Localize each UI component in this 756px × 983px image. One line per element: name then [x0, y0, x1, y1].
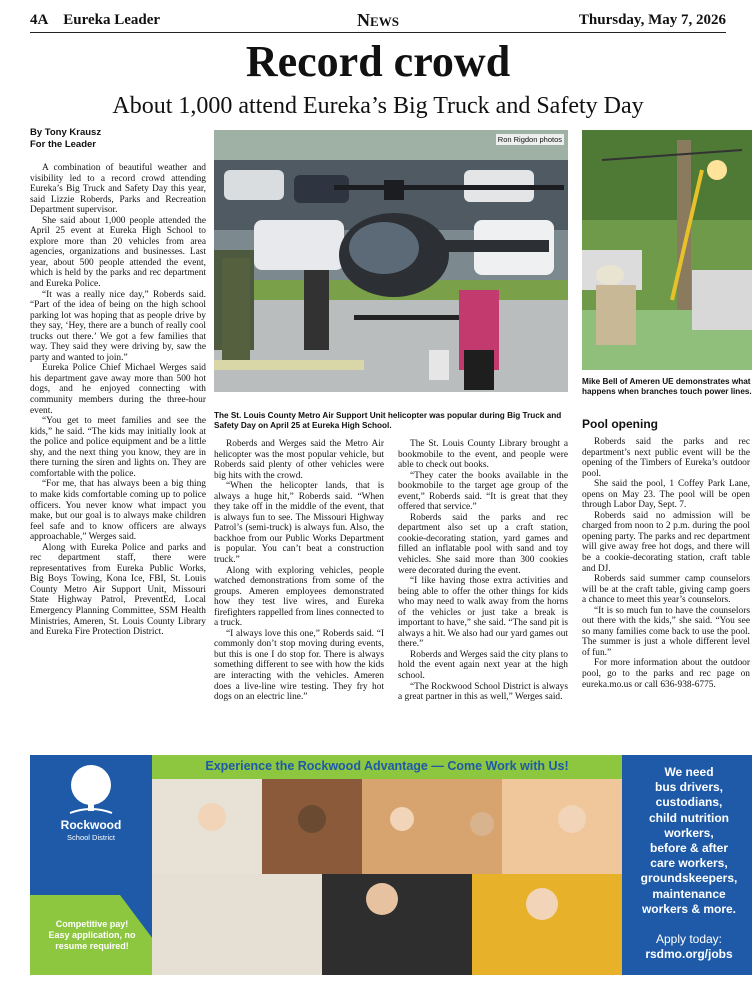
paragraph: “It was a really nice day,” Roberds said. “Part of the idea of being on the high school parking lot was hoping that as people drive by they say, ‘Hey, there are a bunch of really cool trucks out there.’ We got a few families that way. They said they were driving by, saw the party and wanted to join.” [30, 289, 206, 363]
ad-logo-sub: School District [67, 833, 115, 842]
headline: Record crowd [245, 37, 511, 86]
job-line: workers & more. [641, 901, 737, 916]
paragraph: “It is so much fun to have the counselors out there with the kids,” she said. “You see so many families come back to use the pool. The summer is just a whole different level of fun.” [582, 605, 750, 658]
byline-author: By Tony Krausz [30, 127, 102, 138]
paragraph: She said about 1,000 people attended the April 25 event at Eureka High School to explore more than 20 vehicles from area agencies, organizations and businesses. Last year, about 500 people attended the event, which is held by the parks and rec department and Eureka Police. [30, 215, 206, 290]
rockwood-ad[interactable] [30, 755, 752, 975]
ad-green-text: Competitive pay! Easy application, no resume required! [48, 919, 136, 951]
ad-url-link[interactable]: rsdmo.org/jobs [645, 947, 733, 961]
article-column-1 [30, 163, 206, 638]
tree-logo-icon [30, 755, 152, 819]
issue-date: Thursday, May 7, 2026 [578, 12, 726, 28]
page-number: 4A [30, 12, 48, 28]
job-line: bus drivers, [654, 780, 724, 795]
subheadline: About 1,000 attend Eureka’s Big Truck and Safety Day [112, 93, 644, 119]
job-line: before & after [649, 841, 729, 856]
paragraph: For more information about the outdoor pool, go to the parks and rec page on eureka.mo.us or call 636-938-6775. [582, 658, 750, 690]
paragraph: Along with exploring vehicles, people watched demonstrations from some of the groups. Ameren employees demonstrated how they test live wires, and Eureka firefighters rappelled from lines connected to a truck. [214, 565, 384, 629]
paragraph: Roberds said summer camp counselors will be at the craft table, giving camp goers a chance to meet this year’s counselors. [582, 574, 750, 606]
byline-role: For the Leader [30, 139, 96, 150]
job-line: groundskeepers, [640, 871, 738, 886]
page-header [30, 8, 726, 33]
photo-caption-side: Mike Bell of Ameren UE demonstrates what happens when branches touch power lines. [582, 377, 752, 396]
ad-job-list [626, 765, 752, 917]
section-name: News [357, 10, 399, 30]
section-heading-pool: Pool opening [582, 417, 658, 431]
paragraph: “You get to meet families and see the kids,” he said. “The kids may initially look at the police and police equipment and be a little shy, and the next thing you know, they are in there turning the siren and lights on. They are comfortable with the police. [30, 416, 206, 479]
paragraph: “I always love this one,” Roberds said. “I commonly don’t stop moving during events, but this is one I do stop for. There is always something different to see with how the kids are interacting with the vehicles. Ameren does a live-line wire testing. They fry hot dogs on an electric line.” [214, 628, 384, 703]
job-line: We need [664, 765, 714, 779]
job-line: custodians, [655, 795, 723, 810]
job-line: care workers, [650, 856, 728, 871]
paragraph: The St. Louis County Library brought a bookmobile to the event, and people were able to check out books. [398, 439, 568, 471]
paragraph: “When the helicopter lands, that is always a huge hit,” Roberds said. “When they take off in the middle of the event, that is always fun to see. The Missouri Highway Patrol’s (semi-truck) is always fun. Also, the backhoe from our Public Works Department is popular. You can’t beat a construction truck.” [214, 481, 384, 566]
paragraph: “For me, that has always been a big thing to make kids comfortable coming up to police officers. You never know what impact you make, but our goal is to always make children feel safe and to know officers are always approachable,” Werges said. [30, 479, 206, 543]
paragraph: Eureka Police Chief Michael Werges said his department gave away more than 500 hot dogs, and he enjoyed connecting with community members during the three-hour event. [30, 363, 206, 416]
ad-photo-collage [152, 779, 622, 975]
paragraph: Roberds and Werges said the city plans to hold the event again next year at the high school. [398, 649, 568, 682]
job-line: child nutrition [649, 810, 729, 825]
photo-credit: Ron Rigdon photos [497, 135, 562, 144]
job-line: maintenance [652, 886, 726, 901]
paragraph: Roberds said no admission will be charged from noon to 2 p.m. during the pool opening party. The parks and rec department will give away free hot dogs, and there will be a cookie-decorating station, craft table and DJ. [582, 510, 750, 574]
byline [30, 127, 210, 151]
paragraph: She said the pool, 1 Coffey Park Lane, opens on May 23. The pool will be open through Labor Day, Sept. 7. [582, 479, 750, 511]
paper-name: Eureka Leader [63, 12, 161, 28]
ad-apply-text: Apply today: [655, 932, 723, 946]
paragraph: “They cater the books available in the bookmobile to the target age group of the event,” Roberds said. “It is great that they offered that service.” [398, 470, 568, 513]
ad-logo-name: Rockwood [60, 818, 122, 832]
paragraph: Roberds said the parks and rec department’s next public event will be the opening of the Timbers of Eureka’s outdoor pool. [582, 437, 750, 479]
helicopter-photo [214, 130, 568, 392]
ameren-photo [582, 130, 752, 370]
paragraph: “I like having those extra activities and being able to offer the other things for kids who may need to walk away from the horns of the vehicles or just take a break is important to have,” she said. “The sand pit is always a hit. We also had our yard games out there.” [398, 576, 568, 650]
article-column-4 [582, 437, 750, 690]
paragraph: Roberds and Werges said the Metro Air helicopter was the most popular vehicle, but Roberds said plenty of other vehicles were big hits with the crowd. [214, 439, 384, 481]
ameren-photo-art [582, 130, 752, 370]
paragraph: Along with Eureka Police and parks and rec department staff, there were representatives from Eureka Public Works, Big Boys Towing, Kona Ice, FBI, St. Louis County Metro Air Support Unit, Missouri State Highway Patrol, PreventEd, Local Emergency Planning Committee, SSM Health Ministries, Ameren, St. Louis County Library and Eureka Fire Protection District. [30, 542, 206, 638]
paragraph: A combination of beautiful weather and visibility led to a record crowd attending Eureka’s Big Truck and Safety Day this year, said Lizzie Roberds, Parks and Recreation Department supervisor. [30, 163, 206, 216]
job-line: workers, [664, 825, 714, 840]
article-column-3 [398, 439, 568, 703]
helicopter-photo-art [214, 130, 568, 392]
photo-caption-main: The St. Louis County Metro Air Support Unit helicopter was popular during Big Truck and Safety Day on April 25 at Eureka High School. [214, 411, 562, 430]
ad-banner-text: Experience the Rockwood Advantage — Come Work with Us! [205, 759, 569, 773]
paragraph: Roberds said the parks and rec department also set up a craft station, cookie-decorating station, yard games and filled an inflatable pool with sand and toy vehicles. She said more than 300 cookies were decorated during the event. [398, 512, 568, 576]
article-column-2 [214, 439, 384, 703]
paragraph: “The Rockwood School District is always a great partner in this as well,” Werges said. [398, 681, 568, 703]
